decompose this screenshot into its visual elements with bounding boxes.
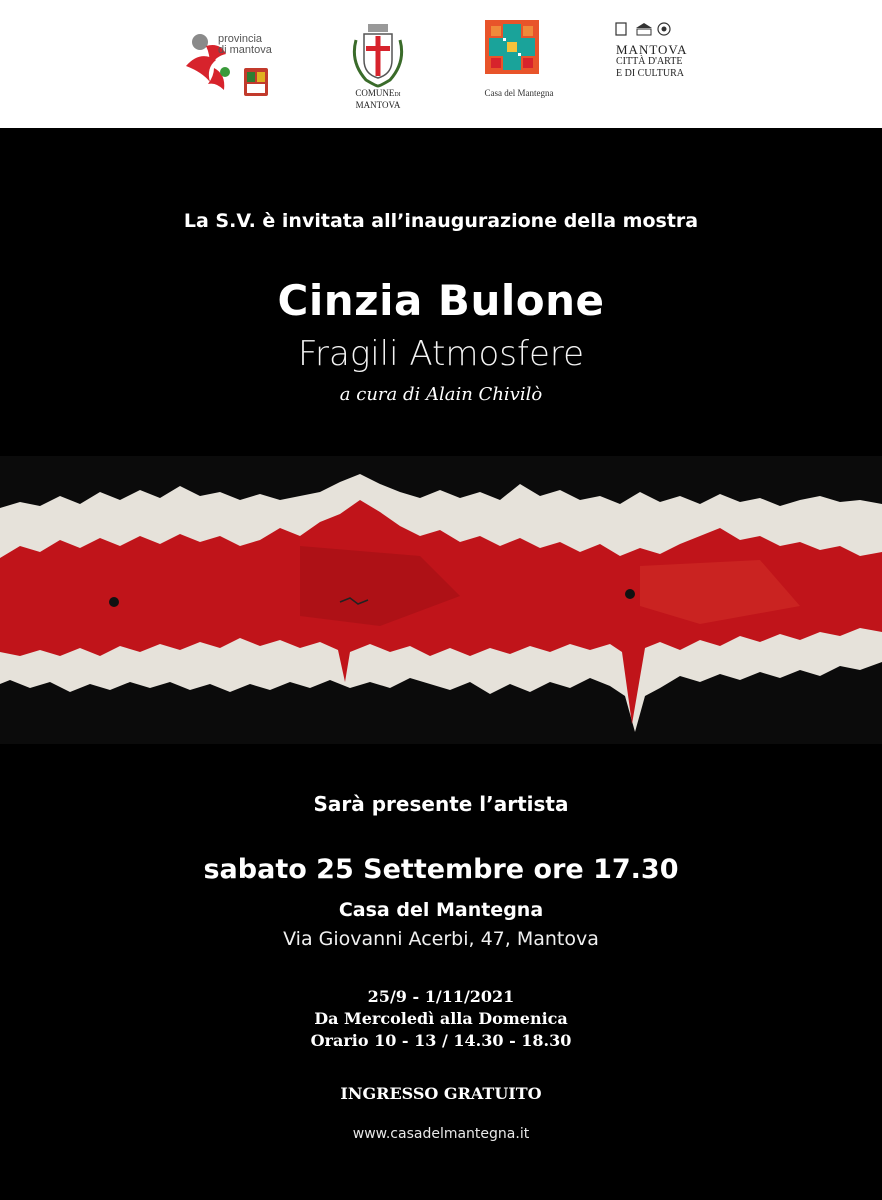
mantova-logo-line2: CITTÀ D'ARTE xyxy=(616,56,683,67)
provincia-logo-line2: di mantova xyxy=(218,44,272,56)
comune-logo-line2: MANTOVA xyxy=(355,100,401,110)
event-venue: Casa del Mantegna xyxy=(338,899,544,921)
exhibition-title: Fragili Atmosfere xyxy=(297,334,585,374)
mantova-citta-arte-logo xyxy=(612,20,712,112)
casa-del-mantegna-logo xyxy=(474,20,564,112)
exhibition-schedule xyxy=(0,986,882,1052)
admission-note: INGRESSO GRATUITO xyxy=(340,1084,542,1103)
invitation-body xyxy=(0,128,882,1200)
comune-crest-icon xyxy=(346,20,410,90)
casa-mantegna-mosaic-icon xyxy=(474,20,564,80)
artist-name: Cinzia Bulone xyxy=(277,276,605,325)
comune-logo-line1: COMUNE xyxy=(355,88,395,98)
provincia-emblem-icon xyxy=(180,20,280,100)
website-link[interactable]: www.casadelmantegna.it xyxy=(352,1126,530,1142)
unesco-emblems-icon xyxy=(612,20,682,40)
mantova-logo-line3: E DI CULTURA xyxy=(616,68,684,79)
provincia-logo-line1: provincia xyxy=(218,33,263,45)
artist-present-note: Sarà presente l’artista xyxy=(313,792,569,816)
invitation-intro: La S.V. è invitata all’inaugurazione della mostra xyxy=(183,210,699,232)
header-logos-bar xyxy=(0,0,882,128)
exhibition-days: Da Mercoledì alla Domenica xyxy=(314,1009,568,1028)
comune-di-mantova-logo xyxy=(346,20,410,112)
artwork-painting-image xyxy=(0,456,882,744)
curator-credit: a cura di Alain Chivilò xyxy=(339,384,543,405)
exhibition-period: 25/9 - 1/11/2021 xyxy=(367,987,515,1006)
exhibition-hours: Orario 10 - 13 / 14.30 - 18.30 xyxy=(310,1031,572,1050)
comune-logo-line1-small: DI xyxy=(394,92,401,98)
casa-logo-label: Casa del Mantegna xyxy=(484,88,554,98)
mantova-logo-line1: MANTOVA xyxy=(616,42,688,57)
provincia-di-mantova-logo xyxy=(180,20,280,100)
event-address: Via Giovanni Acerbi, 47, Mantova xyxy=(283,928,599,950)
event-date: sabato 25 Settembre ore 17.30 xyxy=(203,854,679,885)
